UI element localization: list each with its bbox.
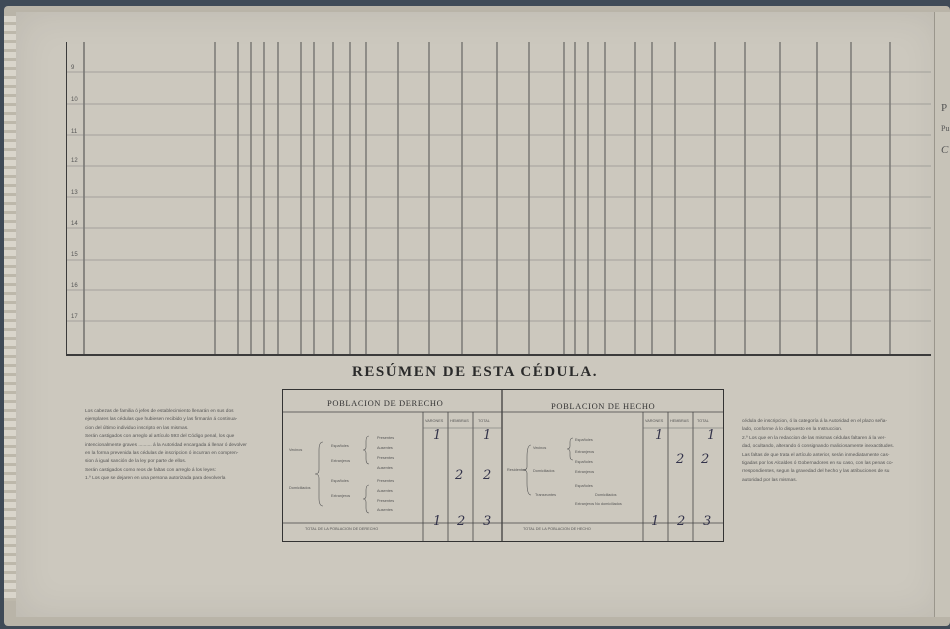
instruction-line: rrespondientes, segun la gravedad del hecho y las atribuciones de su [742, 469, 890, 475]
subgroup-label: Españoles [331, 479, 349, 483]
subgroup-label: Extranjeros [331, 459, 351, 463]
total-label: TOTAL DE LA POBLACION DE DERECHO [305, 527, 379, 531]
row-number: 12 [71, 158, 78, 164]
instruction-line: 2.º Los que en la redaccion de las mismas cédulas faltaren á la ver- [742, 435, 886, 441]
subgroup-label: Domiciliados [533, 469, 555, 473]
status-label: Presentes [377, 479, 395, 483]
total-value: 3 [483, 514, 492, 529]
row-number: 15 [71, 252, 78, 258]
row-number: 16 [71, 283, 78, 289]
row-number: 14 [71, 221, 78, 227]
status-label: Presentes [377, 499, 395, 503]
col-hembras: HEMBRAS [670, 419, 689, 423]
instruction-line: Las faltas de que trata el artículo anterior, serán inmediatamente cas- [742, 452, 890, 458]
col-varones: VARONES [645, 419, 664, 423]
col-total: TOTAL [478, 419, 490, 423]
ledger-grid [66, 42, 931, 356]
handwritten-value: 2 [701, 452, 710, 467]
instruction-line: Los cabezas de familia ó jefes de establecimiento llenarán en sus dos [85, 409, 234, 414]
instruction-line: dad, ocultando, alterando ó consignando maliciosamente inexactitudes. [742, 444, 895, 450]
status-label: Ausentes [377, 508, 393, 512]
instruction-line: intencionalmente graves .......... á la Autoridad encargada á llenar ó devolver [85, 442, 247, 448]
total-value: 1 [651, 514, 660, 529]
subgroup-label: Vecinos [533, 446, 547, 450]
status-label: Ausentes [377, 466, 393, 470]
handwritten-value: 2 [455, 468, 464, 483]
handwritten-value: 1 [707, 428, 716, 443]
handwritten-value: 1 [483, 428, 492, 443]
status-label: Domiciliados [595, 493, 617, 497]
col-hembras: HEMBRAS [450, 419, 469, 423]
total-value: 2 [677, 514, 686, 529]
total-value: 1 [433, 514, 442, 529]
instruction-line: tigadas por los Alcaldes ó Gobernadores en su caso, con las penas co- [742, 461, 894, 467]
group-label: Transeuntes [535, 493, 556, 497]
status-label: Ausentes [377, 489, 393, 493]
row-number: 17 [71, 314, 78, 320]
next-page-letter: Pu [941, 124, 950, 133]
total-value: 3 [703, 514, 712, 529]
col-varones: VARONES [425, 419, 444, 423]
instruction-line: en la forma prevenida las cédulas de inscripcion ó incurran en compren- [85, 451, 239, 457]
col-total: TOTAL [697, 419, 709, 423]
status-label: Extranjeros [575, 470, 595, 474]
handwritten-value: 1 [433, 428, 442, 443]
instruction-line: Serán castigados como reos de faltas con arreglo á los leyes: [85, 467, 216, 473]
instruction-line: lado, conforme á lo dispuesto en la Instruccion. [742, 427, 843, 433]
subgroup-label: Españoles [331, 444, 349, 448]
row-number: 9 [71, 65, 75, 71]
next-page-letter: P [941, 102, 948, 114]
status-label: Presentes [377, 456, 395, 460]
total-label: TOTAL DE LA POBLACION DE HECHO [523, 527, 591, 531]
summary-title: RESÚMEN DE ESTA CÉDULA. [352, 364, 598, 380]
row-number: 10 [71, 97, 78, 103]
group-label: Residentes [507, 468, 526, 472]
next-page-edge [934, 12, 950, 617]
row-number: 13 [71, 190, 78, 196]
status-label: Ausentes [377, 446, 393, 450]
status-label: Extranjeros [575, 502, 595, 506]
left-instructions [85, 408, 265, 484]
instruction-line: sion á igual sanción de la ley por parte de ellos. [85, 459, 187, 465]
instruction-line: 1.º Los que se dejaren en una persona autorizada para devolverla [85, 476, 226, 482]
instruction-line: autoridad por las mismas. [742, 477, 797, 483]
right-instructions [742, 418, 924, 485]
hecho-title: POBLACION DE HECHO [551, 401, 656, 411]
next-page-letter: C [941, 144, 949, 156]
status-label: Españoles [575, 484, 593, 488]
status-label: Presentes [377, 436, 395, 440]
total-value: 2 [457, 514, 466, 529]
instruction-line: cédula de inscripcion, ó la categoría á la Autoridad en el plazo seña- [742, 419, 888, 424]
instruction-line: ejemplares las cédulas que hubiesen recibido y las firmarán á continua- [85, 417, 238, 423]
group-label: Vecinos [289, 448, 303, 452]
summary-table [282, 389, 724, 542]
status-label: Españoles [575, 438, 593, 442]
status-label: No domiciliados [595, 502, 622, 506]
handwritten-value: 1 [655, 428, 664, 443]
status-label: Españoles [575, 460, 593, 464]
derecho-title: POBLACION DE DERECHO [327, 398, 444, 408]
handwritten-value: 2 [483, 468, 492, 483]
ledger-lines [67, 42, 931, 354]
group-label: Domiciliados [289, 486, 311, 490]
handwritten-value: 2 [676, 452, 685, 467]
instruction-line: cion del último individuo inscripto en las mismas. [85, 425, 189, 431]
subgroup-label: Extranjeros [331, 494, 351, 498]
status-label: Extranjeros [575, 450, 595, 454]
instruction-line: Serán castigados con arreglo al artículo 593 del Código penal, los que [85, 434, 235, 440]
row-number: 11 [71, 129, 78, 135]
